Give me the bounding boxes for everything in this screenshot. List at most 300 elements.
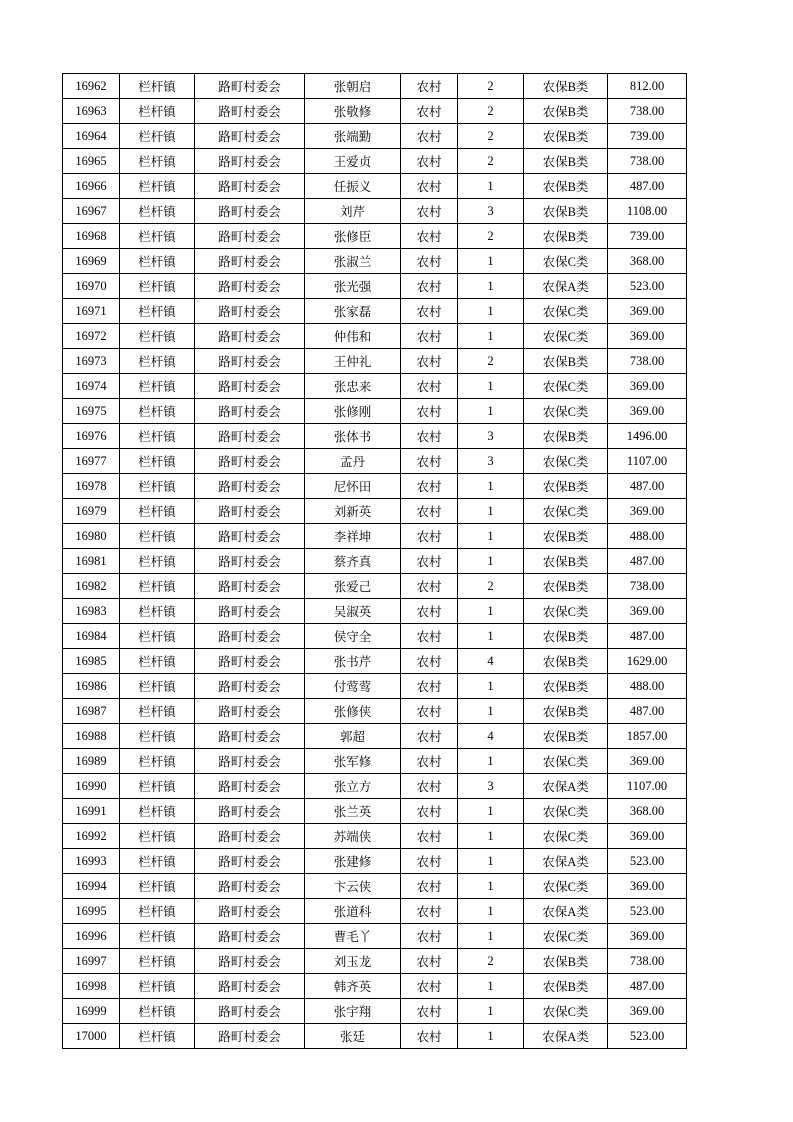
- cell-amount: 738.00: [608, 99, 687, 124]
- cell-type: 农村: [401, 1024, 458, 1049]
- cell-count: 1: [458, 299, 524, 324]
- cell-village: 路町村委会: [195, 324, 305, 349]
- cell-category: 农保B类: [524, 349, 608, 374]
- cell-village: 路町村委会: [195, 1024, 305, 1049]
- table-row: [63, 499, 687, 524]
- table-row: [63, 74, 687, 99]
- cell-town: 栏杆镇: [120, 924, 195, 949]
- cell-village: 路町村委会: [195, 274, 305, 299]
- cell-id: 16990: [63, 774, 120, 799]
- cell-count: 1: [458, 324, 524, 349]
- table-row: [63, 624, 687, 649]
- cell-town: 栏杆镇: [120, 474, 195, 499]
- cell-amount: 739.00: [608, 224, 687, 249]
- cell-id: 16992: [63, 824, 120, 849]
- cell-amount: 1108.00: [608, 199, 687, 224]
- cell-id: 16963: [63, 99, 120, 124]
- cell-name: 李祥坤: [305, 524, 401, 549]
- cell-id: 16984: [63, 624, 120, 649]
- cell-town: 栏杆镇: [120, 624, 195, 649]
- cell-town: 栏杆镇: [120, 249, 195, 274]
- cell-name: 卞云侠: [305, 874, 401, 899]
- cell-count: 1: [458, 524, 524, 549]
- table-row: [63, 699, 687, 724]
- table-row: [63, 874, 687, 899]
- cell-id: 16987: [63, 699, 120, 724]
- cell-category: 农保B类: [524, 574, 608, 599]
- table-row: [63, 724, 687, 749]
- cell-type: 农村: [401, 274, 458, 299]
- cell-type: 农村: [401, 149, 458, 174]
- cell-id: 16976: [63, 424, 120, 449]
- cell-name: 孟丹: [305, 449, 401, 474]
- table-row: [63, 649, 687, 674]
- cell-type: 农村: [401, 724, 458, 749]
- cell-category: 农保B类: [524, 674, 608, 699]
- cell-category: 农保B类: [524, 624, 608, 649]
- cell-name: 张修刚: [305, 399, 401, 424]
- cell-town: 栏杆镇: [120, 999, 195, 1024]
- cell-category: 农保B类: [524, 699, 608, 724]
- cell-name: 张端勤: [305, 124, 401, 149]
- cell-count: 2: [458, 574, 524, 599]
- cell-id: 16986: [63, 674, 120, 699]
- cell-count: 2: [458, 349, 524, 374]
- cell-category: 农保C类: [524, 449, 608, 474]
- cell-category: 农保B类: [524, 524, 608, 549]
- cell-name: 张兰英: [305, 799, 401, 824]
- cell-type: 农村: [401, 799, 458, 824]
- cell-village: 路町村委会: [195, 549, 305, 574]
- cell-village: 路町村委会: [195, 499, 305, 524]
- cell-id: 16967: [63, 199, 120, 224]
- table-row: [63, 999, 687, 1024]
- cell-count: 1: [458, 899, 524, 924]
- cell-count: 1: [458, 599, 524, 624]
- cell-village: 路町村委会: [195, 99, 305, 124]
- cell-amount: 738.00: [608, 149, 687, 174]
- cell-town: 栏杆镇: [120, 874, 195, 899]
- cell-village: 路町村委会: [195, 924, 305, 949]
- cell-type: 农村: [401, 649, 458, 674]
- table-row: [63, 174, 687, 199]
- table-row: [63, 824, 687, 849]
- table-row: [63, 949, 687, 974]
- table-row: [63, 449, 687, 474]
- cell-type: 农村: [401, 249, 458, 274]
- cell-id: 16973: [63, 349, 120, 374]
- cell-category: 农保B类: [524, 99, 608, 124]
- cell-category: 农保B类: [524, 149, 608, 174]
- table-row: [63, 974, 687, 999]
- cell-town: 栏杆镇: [120, 1024, 195, 1049]
- cell-town: 栏杆镇: [120, 849, 195, 874]
- cell-id: 17000: [63, 1024, 120, 1049]
- cell-name: 王仲礼: [305, 349, 401, 374]
- cell-id: 16996: [63, 924, 120, 949]
- cell-category: 农保B类: [524, 974, 608, 999]
- cell-count: 1: [458, 399, 524, 424]
- cell-amount: 369.00: [608, 749, 687, 774]
- cell-type: 农村: [401, 949, 458, 974]
- cell-category: 农保C类: [524, 999, 608, 1024]
- cell-count: 1: [458, 374, 524, 399]
- cell-type: 农村: [401, 524, 458, 549]
- cell-amount: 738.00: [608, 949, 687, 974]
- cell-village: 路町村委会: [195, 749, 305, 774]
- table-row: [63, 1024, 687, 1049]
- cell-town: 栏杆镇: [120, 749, 195, 774]
- cell-name: 张修侠: [305, 699, 401, 724]
- cell-category: 农保C类: [524, 499, 608, 524]
- cell-town: 栏杆镇: [120, 499, 195, 524]
- cell-name: 张朝启: [305, 74, 401, 99]
- cell-category: 农保B类: [524, 724, 608, 749]
- cell-town: 栏杆镇: [120, 124, 195, 149]
- cell-amount: 487.00: [608, 549, 687, 574]
- cell-id: 16971: [63, 299, 120, 324]
- cell-id: 16962: [63, 74, 120, 99]
- cell-count: 1: [458, 499, 524, 524]
- cell-count: 1: [458, 924, 524, 949]
- cell-id: 16997: [63, 949, 120, 974]
- cell-amount: 487.00: [608, 174, 687, 199]
- cell-town: 栏杆镇: [120, 424, 195, 449]
- cell-amount: 369.00: [608, 499, 687, 524]
- cell-village: 路町村委会: [195, 999, 305, 1024]
- cell-town: 栏杆镇: [120, 599, 195, 624]
- cell-count: 3: [458, 424, 524, 449]
- cell-village: 路町村委会: [195, 724, 305, 749]
- cell-category: 农保C类: [524, 749, 608, 774]
- cell-name: 张修臣: [305, 224, 401, 249]
- cell-town: 栏杆镇: [120, 399, 195, 424]
- cell-name: 蔡齐真: [305, 549, 401, 574]
- cell-amount: 1857.00: [608, 724, 687, 749]
- cell-name: 刘新英: [305, 499, 401, 524]
- cell-count: 2: [458, 124, 524, 149]
- cell-town: 栏杆镇: [120, 149, 195, 174]
- cell-id: 16999: [63, 999, 120, 1024]
- cell-village: 路町村委会: [195, 249, 305, 274]
- cell-name: 张书芹: [305, 649, 401, 674]
- cell-id: 16969: [63, 249, 120, 274]
- cell-amount: 487.00: [608, 974, 687, 999]
- cell-town: 栏杆镇: [120, 449, 195, 474]
- cell-type: 农村: [401, 124, 458, 149]
- cell-count: 1: [458, 274, 524, 299]
- cell-amount: 738.00: [608, 574, 687, 599]
- cell-type: 农村: [401, 599, 458, 624]
- cell-amount: 738.00: [608, 349, 687, 374]
- cell-amount: 1496.00: [608, 424, 687, 449]
- table-row: [63, 924, 687, 949]
- cell-amount: 1107.00: [608, 449, 687, 474]
- table-row: [63, 549, 687, 574]
- cell-type: 农村: [401, 574, 458, 599]
- cell-village: 路町村委会: [195, 299, 305, 324]
- cell-type: 农村: [401, 399, 458, 424]
- cell-count: 2: [458, 149, 524, 174]
- cell-village: 路町村委会: [195, 799, 305, 824]
- cell-name: 尼怀田: [305, 474, 401, 499]
- cell-type: 农村: [401, 699, 458, 724]
- cell-category: 农保B类: [524, 124, 608, 149]
- cell-category: 农保B类: [524, 199, 608, 224]
- cell-category: 农保C类: [524, 599, 608, 624]
- cell-category: 农保B类: [524, 949, 608, 974]
- cell-town: 栏杆镇: [120, 574, 195, 599]
- cell-name: 侯守全: [305, 624, 401, 649]
- cell-type: 农村: [401, 99, 458, 124]
- cell-village: 路町村委会: [195, 824, 305, 849]
- cell-count: 2: [458, 74, 524, 99]
- cell-count: 3: [458, 449, 524, 474]
- table-row: [63, 599, 687, 624]
- cell-type: 农村: [401, 199, 458, 224]
- cell-amount: 369.00: [608, 324, 687, 349]
- cell-amount: 488.00: [608, 674, 687, 699]
- cell-town: 栏杆镇: [120, 224, 195, 249]
- cell-id: 16983: [63, 599, 120, 624]
- table-row: [63, 299, 687, 324]
- cell-town: 栏杆镇: [120, 199, 195, 224]
- cell-type: 农村: [401, 449, 458, 474]
- cell-count: 1: [458, 1024, 524, 1049]
- cell-name: 苏端侠: [305, 824, 401, 849]
- cell-name: 张军修: [305, 749, 401, 774]
- cell-category: 农保C类: [524, 399, 608, 424]
- cell-village: 路町村委会: [195, 624, 305, 649]
- cell-category: 农保C类: [524, 299, 608, 324]
- table-row: [63, 424, 687, 449]
- cell-id: 16964: [63, 124, 120, 149]
- cell-name: 张道科: [305, 899, 401, 924]
- cell-name: 张爱己: [305, 574, 401, 599]
- cell-amount: 369.00: [608, 399, 687, 424]
- cell-category: 农保A类: [524, 774, 608, 799]
- cell-village: 路町村委会: [195, 849, 305, 874]
- cell-town: 栏杆镇: [120, 524, 195, 549]
- cell-count: 3: [458, 199, 524, 224]
- cell-town: 栏杆镇: [120, 374, 195, 399]
- cell-village: 路町村委会: [195, 224, 305, 249]
- cell-type: 农村: [401, 974, 458, 999]
- table-row: [63, 849, 687, 874]
- cell-category: 农保B类: [524, 74, 608, 99]
- cell-type: 农村: [401, 174, 458, 199]
- cell-category: 农保B类: [524, 174, 608, 199]
- cell-amount: 369.00: [608, 824, 687, 849]
- cell-name: 张淑兰: [305, 249, 401, 274]
- cell-town: 栏杆镇: [120, 549, 195, 574]
- cell-count: 1: [458, 799, 524, 824]
- cell-count: 2: [458, 949, 524, 974]
- cell-name: 张体书: [305, 424, 401, 449]
- cell-name: 张家磊: [305, 299, 401, 324]
- table-row: [63, 349, 687, 374]
- cell-count: 1: [458, 999, 524, 1024]
- cell-village: 路町村委会: [195, 149, 305, 174]
- cell-id: 16972: [63, 324, 120, 349]
- cell-count: 1: [458, 849, 524, 874]
- cell-village: 路町村委会: [195, 374, 305, 399]
- cell-category: 农保A类: [524, 849, 608, 874]
- cell-type: 农村: [401, 824, 458, 849]
- cell-amount: 523.00: [608, 1024, 687, 1049]
- cell-id: 16974: [63, 374, 120, 399]
- cell-village: 路町村委会: [195, 199, 305, 224]
- table-row: [63, 149, 687, 174]
- cell-name: 刘玉龙: [305, 949, 401, 974]
- cell-count: 1: [458, 749, 524, 774]
- cell-village: 路町村委会: [195, 874, 305, 899]
- cell-name: 张廷: [305, 1024, 401, 1049]
- cell-village: 路町村委会: [195, 699, 305, 724]
- table-row: [63, 399, 687, 424]
- cell-category: 农保C类: [524, 799, 608, 824]
- cell-amount: 739.00: [608, 124, 687, 149]
- cell-id: 16978: [63, 474, 120, 499]
- cell-id: 16966: [63, 174, 120, 199]
- cell-category: 农保A类: [524, 274, 608, 299]
- cell-type: 农村: [401, 324, 458, 349]
- cell-village: 路町村委会: [195, 349, 305, 374]
- cell-town: 栏杆镇: [120, 674, 195, 699]
- cell-id: 16998: [63, 974, 120, 999]
- cell-amount: 523.00: [608, 274, 687, 299]
- cell-amount: 487.00: [608, 624, 687, 649]
- cell-name: 王爱贞: [305, 149, 401, 174]
- cell-village: 路町村委会: [195, 74, 305, 99]
- cell-id: 16993: [63, 849, 120, 874]
- cell-amount: 487.00: [608, 474, 687, 499]
- cell-town: 栏杆镇: [120, 774, 195, 799]
- cell-name: 张忠来: [305, 374, 401, 399]
- table-row: [63, 674, 687, 699]
- cell-category: 农保B类: [524, 474, 608, 499]
- cell-id: 16985: [63, 649, 120, 674]
- cell-id: 16965: [63, 149, 120, 174]
- cell-name: 付莺莺: [305, 674, 401, 699]
- cell-amount: 369.00: [608, 599, 687, 624]
- cell-count: 2: [458, 224, 524, 249]
- cell-amount: 523.00: [608, 899, 687, 924]
- cell-type: 农村: [401, 899, 458, 924]
- cell-name: 郭超: [305, 724, 401, 749]
- cell-village: 路町村委会: [195, 124, 305, 149]
- cell-name: 仲伟和: [305, 324, 401, 349]
- table-row: [63, 574, 687, 599]
- cell-type: 农村: [401, 999, 458, 1024]
- cell-type: 农村: [401, 374, 458, 399]
- cell-count: 1: [458, 624, 524, 649]
- cell-name: 张立方: [305, 774, 401, 799]
- cell-id: 16994: [63, 874, 120, 899]
- cell-name: 张光强: [305, 274, 401, 299]
- table-body: [63, 74, 687, 1049]
- cell-id: 16982: [63, 574, 120, 599]
- cell-amount: 369.00: [608, 299, 687, 324]
- table-row: [63, 374, 687, 399]
- cell-category: 农保B类: [524, 224, 608, 249]
- cell-category: 农保C类: [524, 374, 608, 399]
- cell-category: 农保A类: [524, 1024, 608, 1049]
- cell-village: 路町村委会: [195, 599, 305, 624]
- cell-town: 栏杆镇: [120, 174, 195, 199]
- cell-type: 农村: [401, 549, 458, 574]
- table-row: [63, 749, 687, 774]
- cell-village: 路町村委会: [195, 674, 305, 699]
- cell-count: 1: [458, 974, 524, 999]
- cell-town: 栏杆镇: [120, 949, 195, 974]
- cell-amount: 368.00: [608, 799, 687, 824]
- cell-type: 农村: [401, 624, 458, 649]
- cell-name: 韩齐英: [305, 974, 401, 999]
- cell-name: 张敬修: [305, 99, 401, 124]
- cell-town: 栏杆镇: [120, 799, 195, 824]
- cell-amount: 369.00: [608, 874, 687, 899]
- cell-town: 栏杆镇: [120, 299, 195, 324]
- cell-amount: 1107.00: [608, 774, 687, 799]
- table-row: [63, 99, 687, 124]
- cell-type: 农村: [401, 749, 458, 774]
- cell-town: 栏杆镇: [120, 99, 195, 124]
- table-row: [63, 899, 687, 924]
- cell-count: 1: [458, 674, 524, 699]
- cell-village: 路町村委会: [195, 649, 305, 674]
- cell-category: 农保C类: [524, 824, 608, 849]
- cell-count: 1: [458, 699, 524, 724]
- cell-count: 1: [458, 824, 524, 849]
- cell-amount: 523.00: [608, 849, 687, 874]
- cell-amount: 369.00: [608, 374, 687, 399]
- cell-id: 16975: [63, 399, 120, 424]
- cell-town: 栏杆镇: [120, 974, 195, 999]
- cell-category: 农保A类: [524, 899, 608, 924]
- cell-village: 路町村委会: [195, 949, 305, 974]
- cell-amount: 1629.00: [608, 649, 687, 674]
- cell-amount: 812.00: [608, 74, 687, 99]
- cell-name: 曹毛丫: [305, 924, 401, 949]
- table-row: [63, 324, 687, 349]
- cell-town: 栏杆镇: [120, 74, 195, 99]
- cell-name: 吴淑英: [305, 599, 401, 624]
- cell-town: 栏杆镇: [120, 349, 195, 374]
- cell-count: 1: [458, 174, 524, 199]
- cell-id: 16968: [63, 224, 120, 249]
- cell-town: 栏杆镇: [120, 824, 195, 849]
- cell-id: 16991: [63, 799, 120, 824]
- cell-name: 张建修: [305, 849, 401, 874]
- cell-count: 4: [458, 649, 524, 674]
- cell-town: 栏杆镇: [120, 724, 195, 749]
- cell-count: 1: [458, 249, 524, 274]
- cell-village: 路町村委会: [195, 174, 305, 199]
- cell-type: 农村: [401, 499, 458, 524]
- cell-type: 农村: [401, 224, 458, 249]
- cell-amount: 487.00: [608, 699, 687, 724]
- cell-village: 路町村委会: [195, 574, 305, 599]
- table-row: [63, 774, 687, 799]
- cell-village: 路町村委会: [195, 449, 305, 474]
- cell-village: 路町村委会: [195, 399, 305, 424]
- table-row: [63, 524, 687, 549]
- cell-amount: 488.00: [608, 524, 687, 549]
- cell-name: 任振义: [305, 174, 401, 199]
- cell-village: 路町村委会: [195, 424, 305, 449]
- cell-type: 农村: [401, 349, 458, 374]
